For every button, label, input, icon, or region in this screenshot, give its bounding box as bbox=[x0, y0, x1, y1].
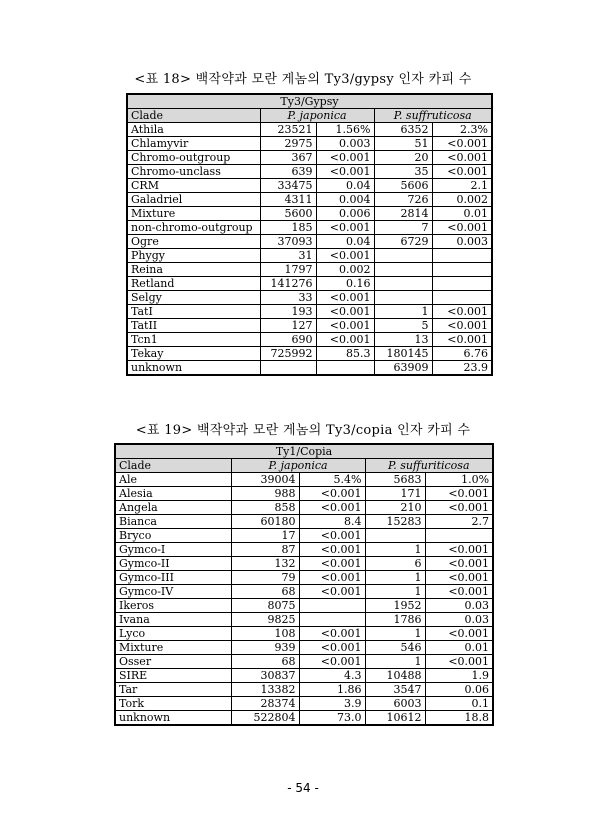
table-row bbox=[127, 221, 492, 235]
table-19-species2-count-cell: 210 bbox=[365, 501, 425, 515]
table-18-species1-percent-cell bbox=[316, 361, 374, 376]
table-19-clade-cell: Gymco-II bbox=[115, 557, 231, 571]
table-row bbox=[127, 263, 492, 277]
table-18-species2-percent-cell: <0.001 bbox=[432, 305, 492, 319]
table-19-species1-percent-cell bbox=[299, 613, 365, 627]
table-19-species2-percent-cell: <0.001 bbox=[425, 557, 493, 571]
table-19-species1-percent-cell: 8.4 bbox=[299, 515, 365, 529]
table-18-clade-cell: Reina bbox=[127, 263, 260, 277]
table-18-clade-cell: Chlamyvir bbox=[127, 137, 260, 151]
table-19-species1-count-cell: 87 bbox=[231, 543, 299, 557]
table-18-clade-cell: Ogre bbox=[127, 235, 260, 249]
table-row bbox=[115, 571, 493, 585]
table-19-species1-percent-cell: 4.3 bbox=[299, 669, 365, 683]
table-18-species2-count-cell: 1 bbox=[374, 305, 432, 319]
table-19-species1-count-cell: 132 bbox=[231, 557, 299, 571]
table-18-species1-percent-cell: 0.04 bbox=[316, 235, 374, 249]
table-18-species2-percent-cell: 2.3% bbox=[432, 123, 492, 137]
table-19-clade-cell: Ale bbox=[115, 473, 231, 487]
table-19-species1-count-cell: 39004 bbox=[231, 473, 299, 487]
table-19-species2-percent-cell: 0.06 bbox=[425, 683, 493, 697]
table-19-clade-cell: Alesia bbox=[115, 487, 231, 501]
table-row bbox=[115, 711, 493, 726]
table-row bbox=[115, 613, 493, 627]
table-18-species2-percent-cell bbox=[432, 291, 492, 305]
table-19-species1-count-cell: 8075 bbox=[231, 599, 299, 613]
table-19-clade-cell: Ikeros bbox=[115, 599, 231, 613]
table-18-col-species1: P. japonica bbox=[260, 109, 374, 123]
table-19-species1-count-cell: 28374 bbox=[231, 697, 299, 711]
table-19-group-title: Ty1/Copia bbox=[115, 444, 493, 459]
table-18-species2-percent-cell: <0.001 bbox=[432, 165, 492, 179]
table-18-species2-percent-cell: <0.001 bbox=[432, 319, 492, 333]
table-19-species2-count-cell: 1 bbox=[365, 571, 425, 585]
table-19-species2-percent-cell: 0.03 bbox=[425, 613, 493, 627]
table-19-species2-count-cell: 1952 bbox=[365, 599, 425, 613]
table-19-clade-cell: Bianca bbox=[115, 515, 231, 529]
table-row bbox=[127, 347, 492, 361]
table-19-species2-percent-cell: 0.01 bbox=[425, 641, 493, 655]
table-row bbox=[127, 319, 492, 333]
table-18-species2-percent-cell: <0.001 bbox=[432, 333, 492, 347]
table-19-clade-cell: Angela bbox=[115, 501, 231, 515]
table-18-species1-count-cell: 33475 bbox=[260, 179, 316, 193]
table-row bbox=[127, 291, 492, 305]
table-19-species2-count-cell: 1 bbox=[365, 627, 425, 641]
table-18-clade-cell: Chromo-outgroup bbox=[127, 151, 260, 165]
table-19-species1-count-cell: 939 bbox=[231, 641, 299, 655]
table-18-species2-percent-cell: 23.9 bbox=[432, 361, 492, 376]
table-18-species2-count-cell: 51 bbox=[374, 137, 432, 151]
table-19-species2-count-cell: 6 bbox=[365, 557, 425, 571]
table-18-species2-count-cell: 6729 bbox=[374, 235, 432, 249]
table-18-species2-count-cell: 13 bbox=[374, 333, 432, 347]
table-18-species2-percent-cell bbox=[432, 263, 492, 277]
table-18-species1-percent-cell: <0.001 bbox=[316, 151, 374, 165]
table-row bbox=[127, 137, 492, 151]
table-18-species1-count-cell: 37093 bbox=[260, 235, 316, 249]
table-18-ty3-gypsy bbox=[126, 93, 493, 376]
table-19-species2-percent-cell: <0.001 bbox=[425, 543, 493, 557]
table-19-species2-percent-cell: <0.001 bbox=[425, 627, 493, 641]
table-row bbox=[127, 249, 492, 263]
table-18-species2-percent-cell: 0.003 bbox=[432, 235, 492, 249]
table-18-species2-count-cell: 63909 bbox=[374, 361, 432, 376]
table-19-clade-cell: Tork bbox=[115, 697, 231, 711]
table-19-col-clade: Clade bbox=[115, 459, 231, 473]
table-18-species2-count-cell bbox=[374, 277, 432, 291]
table-19-clade-cell: Mixture bbox=[115, 641, 231, 655]
table-19-col-species2: P. suffuriticosa bbox=[365, 459, 493, 473]
table-19-clade-cell: Lyco bbox=[115, 627, 231, 641]
table-19-species1-percent-cell: <0.001 bbox=[299, 543, 365, 557]
table-19-clade-cell: Tar bbox=[115, 683, 231, 697]
table-19-species2-percent-cell: 2.7 bbox=[425, 515, 493, 529]
table-18-species2-percent-cell bbox=[432, 249, 492, 263]
table-18-species2-percent-cell: 0.01 bbox=[432, 207, 492, 221]
table-19-species1-percent-cell: <0.001 bbox=[299, 557, 365, 571]
table-19-species1-percent-cell: <0.001 bbox=[299, 571, 365, 585]
table-18-species1-percent-cell: 0.003 bbox=[316, 137, 374, 151]
table-19-species1-count-cell: 17 bbox=[231, 529, 299, 543]
table-row bbox=[127, 179, 492, 193]
table-19-species2-count-cell bbox=[365, 529, 425, 543]
table-19-species2-percent-cell: <0.001 bbox=[425, 501, 493, 515]
table-18-species1-count-cell: 725992 bbox=[260, 347, 316, 361]
table-18-species1-percent-cell: <0.001 bbox=[316, 221, 374, 235]
table-19-species1-count-cell: 108 bbox=[231, 627, 299, 641]
table-19-species2-percent-cell: 0.03 bbox=[425, 599, 493, 613]
table-19-ty1-copia bbox=[114, 443, 494, 726]
table-19-species2-percent-cell bbox=[425, 529, 493, 543]
table-19-clade-cell: Osser bbox=[115, 655, 231, 669]
table-18-clade-cell: Selgy bbox=[127, 291, 260, 305]
table-19-species1-count-cell: 522804 bbox=[231, 711, 299, 726]
table-18-species1-count-cell: 127 bbox=[260, 319, 316, 333]
table-18-species2-percent-cell: 6.76 bbox=[432, 347, 492, 361]
table-19-species2-count-cell: 10488 bbox=[365, 669, 425, 683]
table-18-species1-percent-cell: 0.006 bbox=[316, 207, 374, 221]
table-18-species1-count-cell: 193 bbox=[260, 305, 316, 319]
table-18-clade-cell: Phygy bbox=[127, 249, 260, 263]
table-19-species1-percent-cell bbox=[299, 599, 365, 613]
table-18-species1-percent-cell: <0.001 bbox=[316, 165, 374, 179]
table-row bbox=[127, 123, 492, 137]
table-18-species1-percent-cell: 0.002 bbox=[316, 263, 374, 277]
table-row bbox=[115, 655, 493, 669]
table-19-species2-percent-cell: 0.1 bbox=[425, 697, 493, 711]
table-18-species2-count-cell: 726 bbox=[374, 193, 432, 207]
table-18-species1-percent-cell: 0.04 bbox=[316, 179, 374, 193]
table-row bbox=[115, 627, 493, 641]
table-18-species1-percent-cell: <0.001 bbox=[316, 249, 374, 263]
table-19-species1-percent-cell: <0.001 bbox=[299, 641, 365, 655]
table-row bbox=[115, 529, 493, 543]
table-18-species2-percent-cell bbox=[432, 277, 492, 291]
table-18-species1-percent-cell: 85.3 bbox=[316, 347, 374, 361]
table-18-species2-count-cell bbox=[374, 291, 432, 305]
table-18-clade-cell: Mixture bbox=[127, 207, 260, 221]
table-19-caption: <표 19> 백작약과 모란 게놈의 Ty3/copia 인자 카피 수 bbox=[135, 423, 471, 438]
table-18-species2-percent-cell: <0.001 bbox=[432, 221, 492, 235]
table-19-species2-percent-cell: <0.001 bbox=[425, 571, 493, 585]
table-19-species1-count-cell: 30837 bbox=[231, 669, 299, 683]
table-row bbox=[127, 333, 492, 347]
table-19-species1-count-cell: 68 bbox=[231, 585, 299, 599]
table-18-clade-cell: unknown bbox=[127, 361, 260, 376]
table-18-species1-percent-cell: <0.001 bbox=[316, 333, 374, 347]
table-19-species1-percent-cell: 1.86 bbox=[299, 683, 365, 697]
table-19-species2-count-cell: 171 bbox=[365, 487, 425, 501]
table-18-species2-count-cell: 5606 bbox=[374, 179, 432, 193]
table-18-col-clade: Clade bbox=[127, 109, 260, 123]
page-number: - 54 - bbox=[287, 781, 319, 795]
table-18-species1-count-cell: 5600 bbox=[260, 207, 316, 221]
table-18-species1-percent-cell: <0.001 bbox=[316, 319, 374, 333]
table-19-species1-percent-cell: 73.0 bbox=[299, 711, 365, 726]
table-19-species1-count-cell: 13382 bbox=[231, 683, 299, 697]
table-19-species1-count-cell: 68 bbox=[231, 655, 299, 669]
table-18-species2-percent-cell: <0.001 bbox=[432, 137, 492, 151]
table-18-clade-cell: Athila bbox=[127, 123, 260, 137]
table-row bbox=[127, 305, 492, 319]
table-19-clade-cell: Bryco bbox=[115, 529, 231, 543]
table-19-species1-percent-cell: <0.001 bbox=[299, 655, 365, 669]
table-19-species2-percent-cell: <0.001 bbox=[425, 585, 493, 599]
table-18-col-species2: P. suffruticosa bbox=[374, 109, 492, 123]
table-19-species2-count-cell: 5683 bbox=[365, 473, 425, 487]
table-19-species1-percent-cell: <0.001 bbox=[299, 627, 365, 641]
table-19-species2-count-cell: 1 bbox=[365, 585, 425, 599]
table-18-species2-percent-cell: 2.1 bbox=[432, 179, 492, 193]
table-row bbox=[127, 165, 492, 179]
table-18-species2-count-cell: 35 bbox=[374, 165, 432, 179]
table-19-clade-cell: Gymco-IV bbox=[115, 585, 231, 599]
table-row bbox=[127, 361, 492, 376]
table-19-species2-percent-cell: <0.001 bbox=[425, 655, 493, 669]
table-row bbox=[115, 697, 493, 711]
table-18-species1-count-cell: 1797 bbox=[260, 263, 316, 277]
table-18-species1-count-cell: 185 bbox=[260, 221, 316, 235]
table-18-species2-count-cell bbox=[374, 263, 432, 277]
table-18-species1-percent-cell: 0.16 bbox=[316, 277, 374, 291]
table-row bbox=[127, 207, 492, 221]
table-18-species1-percent-cell: 0.004 bbox=[316, 193, 374, 207]
table-row bbox=[115, 557, 493, 571]
table-18-clade-cell: Galadriel bbox=[127, 193, 260, 207]
table-19-species2-count-cell: 6003 bbox=[365, 697, 425, 711]
table-19-species2-count-cell: 3547 bbox=[365, 683, 425, 697]
table-18-species2-count-cell: 20 bbox=[374, 151, 432, 165]
table-19-species1-percent-cell: <0.001 bbox=[299, 529, 365, 543]
table-18-clade-cell: Tcn1 bbox=[127, 333, 260, 347]
table-18-species1-count-cell: 690 bbox=[260, 333, 316, 347]
table-row bbox=[115, 669, 493, 683]
table-18-caption: <표 18> 백작약과 모란 게놈의 Ty3/gypsy 인자 카피 수 bbox=[134, 72, 472, 87]
table-row bbox=[127, 151, 492, 165]
table-18-species1-count-cell: 23521 bbox=[260, 123, 316, 137]
table-row bbox=[115, 515, 493, 529]
table-18-species2-count-cell: 6352 bbox=[374, 123, 432, 137]
table-row bbox=[127, 193, 492, 207]
table-18-species1-percent-cell: <0.001 bbox=[316, 291, 374, 305]
table-18-clade-cell: non-chromo-outgroup bbox=[127, 221, 260, 235]
table-18-species1-percent-cell: <0.001 bbox=[316, 305, 374, 319]
table-18-species2-count-cell bbox=[374, 249, 432, 263]
table-18-group-title: Ty3/Gypsy bbox=[127, 94, 492, 109]
table-18-clade-cell: Retland bbox=[127, 277, 260, 291]
table-19-species1-count-cell: 9825 bbox=[231, 613, 299, 627]
table-18-species2-count-cell: 7 bbox=[374, 221, 432, 235]
table-18-species2-count-cell: 2814 bbox=[374, 207, 432, 221]
table-19-species2-count-cell: 546 bbox=[365, 641, 425, 655]
table-18-species1-count-cell: 639 bbox=[260, 165, 316, 179]
table-row bbox=[115, 543, 493, 557]
table-row bbox=[127, 235, 492, 249]
table-19-species2-percent-cell: <0.001 bbox=[425, 487, 493, 501]
table-18-species2-count-cell: 180145 bbox=[374, 347, 432, 361]
table-18-species1-count-cell: 31 bbox=[260, 249, 316, 263]
table-19-species2-count-cell: 1786 bbox=[365, 613, 425, 627]
table-row bbox=[115, 585, 493, 599]
table-18-clade-cell: Chromo-unclass bbox=[127, 165, 260, 179]
table-19-clade-cell: Gymco-I bbox=[115, 543, 231, 557]
table-19-clade-cell: unknown bbox=[115, 711, 231, 726]
table-19-col-species1: P. japonica bbox=[231, 459, 365, 473]
table-19-clade-cell: Ivana bbox=[115, 613, 231, 627]
table-18-clade-cell: Tekay bbox=[127, 347, 260, 361]
table-row bbox=[115, 487, 493, 501]
table-19-clade-cell: Gymco-III bbox=[115, 571, 231, 585]
table-19-species1-percent-cell: <0.001 bbox=[299, 585, 365, 599]
table-row bbox=[115, 473, 493, 487]
table-18-species2-count-cell: 5 bbox=[374, 319, 432, 333]
table-19-species1-count-cell: 79 bbox=[231, 571, 299, 585]
table-19-clade-cell: SIRE bbox=[115, 669, 231, 683]
table-19-species1-percent-cell: 5.4% bbox=[299, 473, 365, 487]
table-row bbox=[115, 683, 493, 697]
table-18-species1-count-cell: 367 bbox=[260, 151, 316, 165]
table-18-clade-cell: CRM bbox=[127, 179, 260, 193]
table-19-species1-percent-cell: 3.9 bbox=[299, 697, 365, 711]
table-18-clade-cell: TatI bbox=[127, 305, 260, 319]
table-19-species1-count-cell: 988 bbox=[231, 487, 299, 501]
table-19-species2-percent-cell: 1.9 bbox=[425, 669, 493, 683]
table-19-species2-count-cell: 1 bbox=[365, 655, 425, 669]
table-18-clade-cell: TatII bbox=[127, 319, 260, 333]
table-row bbox=[115, 599, 493, 613]
table-19-species2-count-cell: 10612 bbox=[365, 711, 425, 726]
table-row bbox=[115, 641, 493, 655]
table-19-species2-percent-cell: 1.0% bbox=[425, 473, 493, 487]
table-19-species1-percent-cell: <0.001 bbox=[299, 487, 365, 501]
table-row bbox=[115, 501, 493, 515]
table-19-species1-count-cell: 60180 bbox=[231, 515, 299, 529]
table-row bbox=[127, 277, 492, 291]
table-19-species1-percent-cell: <0.001 bbox=[299, 501, 365, 515]
table-18-species1-count-cell: 141276 bbox=[260, 277, 316, 291]
table-18-species2-percent-cell: 0.002 bbox=[432, 193, 492, 207]
table-19-species2-percent-cell: 18.8 bbox=[425, 711, 493, 726]
table-18-species1-count-cell: 2975 bbox=[260, 137, 316, 151]
table-19-species2-count-cell: 15283 bbox=[365, 515, 425, 529]
table-18-species1-count-cell: 4311 bbox=[260, 193, 316, 207]
table-18-species2-percent-cell: <0.001 bbox=[432, 151, 492, 165]
table-18-species1-percent-cell: 1.56% bbox=[316, 123, 374, 137]
table-18-species1-count-cell bbox=[260, 361, 316, 376]
table-19-species1-count-cell: 858 bbox=[231, 501, 299, 515]
table-18-species1-count-cell: 33 bbox=[260, 291, 316, 305]
table-19-species2-count-cell: 1 bbox=[365, 543, 425, 557]
